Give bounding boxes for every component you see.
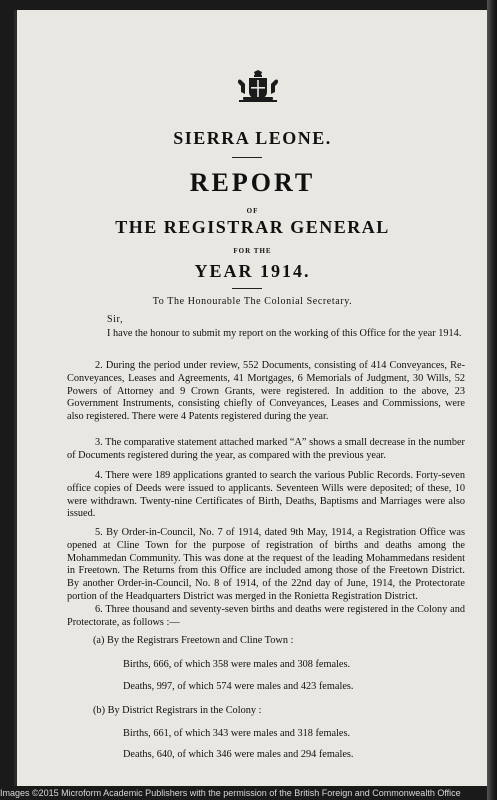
paragraph-6: 6. Three thousand and seventy-seven births and deaths were registered in the Colony and Protectorate, as follows :— bbox=[67, 604, 465, 628]
salutation: Sir, bbox=[107, 314, 124, 325]
colony-heading: SIERRA LEONE. bbox=[173, 128, 332, 148]
document-page bbox=[14, 10, 488, 786]
section-b-deaths: Deaths, 640, of which 346 were males and 294 females. bbox=[123, 749, 354, 760]
year-heading: YEAR 1914. bbox=[194, 261, 311, 281]
registrar-title: THE REGISTRAR GENERAL bbox=[115, 217, 390, 237]
page-edge-shadow bbox=[487, 0, 497, 800]
section-a-deaths: Deaths, 997, of which 574 were males and 423 females. bbox=[123, 681, 354, 692]
paragraph-1: I have the honour to submit my report on the working of this Office for the year 1914. bbox=[107, 328, 462, 339]
paragraph-4: 4. There were 189 applications granted to search the various Public Records. Forty-seven office copies of Deeds were issued to applicants. Seventeen Wills were deposited; of these, 10 were withdrawn. Twenty-nine Certificates of Birth, Deaths, Baptisms and Marriages were also issued. bbox=[67, 470, 465, 520]
section-a-births: Births, 666, of which 358 were males and 308 females. bbox=[123, 659, 351, 670]
for-the-label: FOR THE bbox=[233, 247, 272, 255]
divider bbox=[232, 288, 262, 289]
divider bbox=[232, 157, 262, 158]
copyright-footer: Images ©2015 Microform Academic Publishers with the permission of the British Foreign and Commonwealth Office bbox=[0, 788, 461, 798]
section-b-births: Births, 661, of which 343 were males and 318 females. bbox=[123, 728, 351, 739]
paragraph-2: 2. During the period under review, 552 Documents, consisting of 414 Conveyances, Re-Conveyances, Leases and Agreements, 41 Mortgages, 6 Memorials of Judgment, 30 Wills, 52 Powers of Attorney and 9 Crown Grants, were registered. In addition to the above, 23 Government Instruments, consisting chiefly of Conveyances, Leases and Commissions, were also registered. There were 4 Patents registered during the year. bbox=[67, 360, 465, 423]
paragraph-3: 3. The comparative statement attached marked “A” shows a small decrease in the number of Documents registered during the year, as compared with the previous year. bbox=[67, 437, 465, 461]
section-b-heading: (b) By District Registrars in the Colony : bbox=[93, 705, 262, 716]
royal-coat-of-arms-emblem bbox=[235, 70, 281, 104]
of-label: OF bbox=[246, 207, 259, 215]
report-title: REPORT bbox=[189, 168, 316, 197]
addressee-line: To The Honourable The Colonial Secretary. bbox=[152, 296, 353, 307]
section-a-heading: (a) By the Registrars Freetown and Cline Town : bbox=[93, 635, 294, 646]
paragraph-5: 5. By Order-in-Council, No. 7 of 1914, dated 9th May, 1914, a Registration Office was opened at Cline Town for the purpose of registration of births and deaths among the Mohammedan Community. This was done at the request of the leading Mohammedans resident in Freetown. The Returns from this Office are included among those of the Freetown District. By another Order-in-Council, No. 8 of 1914, of the 22nd day of June, 1914, the Protectorate portion of the Headquarters District was merged in the Ronietta Registration District. bbox=[67, 527, 465, 602]
